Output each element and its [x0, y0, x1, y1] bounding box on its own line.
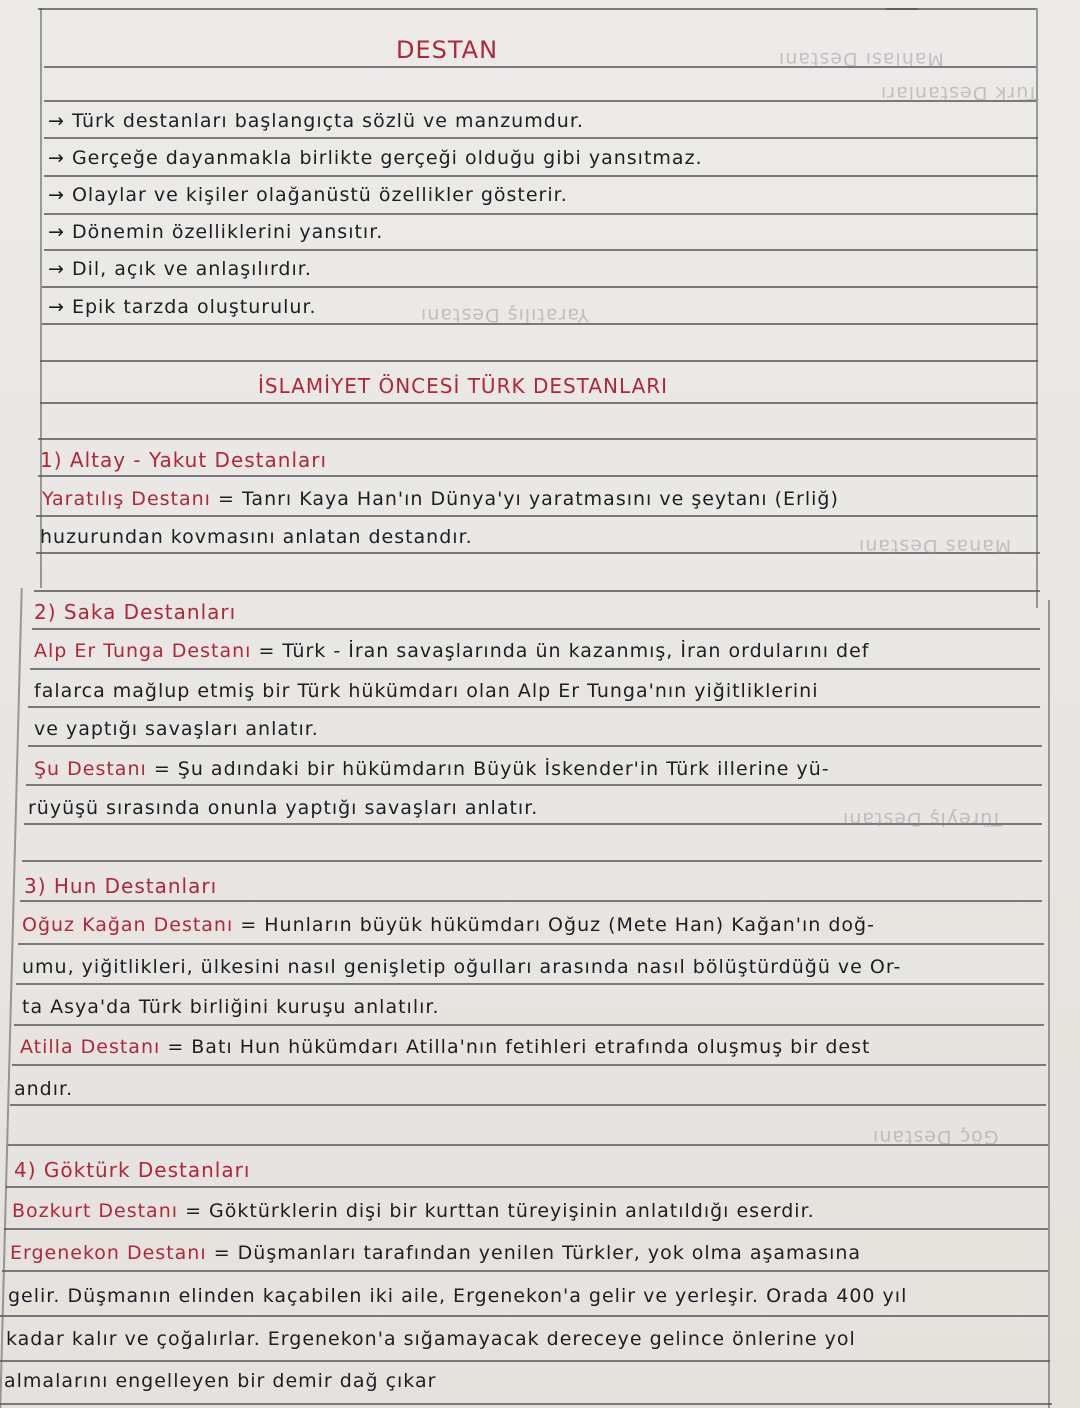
rule-line [4, 1228, 1048, 1230]
text-line [34, 758, 830, 780]
rule-line [10, 1104, 1046, 1106]
rule-line [0, 1360, 1050, 1362]
section-heading: 2) Saka Destanları [34, 600, 237, 624]
term: Ergenekon Destanı [10, 1242, 207, 1264]
term: Yaratılış Destanı [42, 488, 211, 510]
term: Alp Er Tunga Destanı [34, 640, 252, 662]
rule-line [40, 360, 1038, 362]
definition: = Tanrı Kaya Han'ın Dünya'yı yaratmasını ve şeytanı (Erliğ) [218, 488, 839, 510]
rule-line [34, 590, 1040, 592]
ghost-mark: Türk Destanları [880, 82, 1039, 104]
text-line: umu, yiğitlikleri, ülkesini nasıl genişletip oğulları arasında nasıl bölüştürdüğü ve Or- [22, 956, 902, 978]
right-margin-line-lower [1048, 600, 1050, 1408]
top-right-edge-line [886, 8, 1036, 10]
rule-line [38, 475, 1038, 477]
bullet-item: → Epik tarzda oluşturulur. [48, 296, 317, 318]
bullet-item: → Olaylar ve kişiler olağanüstü özellikler gösterir. [48, 184, 568, 206]
ghost-mark: Türeyiş Destanı [842, 808, 1003, 830]
text-line [42, 488, 839, 510]
rule-line [26, 784, 1042, 786]
text-line [34, 640, 870, 662]
bullet-item: → Dil, açık ve anlaşılırdır. [48, 258, 312, 280]
rule-line [14, 1024, 1044, 1026]
rule-line [28, 745, 1042, 747]
text-line [20, 1036, 870, 1058]
rule-line [20, 900, 1042, 902]
ghost-mark: Mahlası Destanı [778, 48, 944, 70]
text-line: ve yaptığı savaşları anlatır. [34, 718, 319, 740]
section-heading: 4) Göktürk Destanları [14, 1158, 251, 1182]
rule-line [28, 706, 1040, 708]
text-line: falarca mağlup etmiş bir Türk hükümdarı olan Alp Er Tunga'nın yiğitliklerini [34, 680, 819, 702]
ghost-mark: Manas Destanı [858, 535, 1012, 557]
section-heading: 3) Hun Destanları [24, 874, 218, 898]
rule-line [18, 943, 1044, 945]
definition: = Şu adındaki bir hükümdarın Büyük İskender'in Türk illerine yü- [153, 758, 830, 780]
definition: = Düşmanları tarafından yenilen Türkler, yok olma aşamasına [213, 1242, 862, 1264]
bullet-item: → Dönemin özelliklerini yansıtır. [48, 221, 384, 243]
ghost-mark: Göç Destanı [872, 1126, 999, 1148]
rule-line [40, 402, 1038, 404]
rule-line [12, 1064, 1046, 1066]
term: Atilla Destanı [20, 1036, 161, 1058]
rule-line [32, 628, 1040, 630]
rule-line [16, 983, 1044, 985]
bullet-item: → Gerçeğe dayanmakla birlikte gerçeği olduğu gibi yansıtmaz. [48, 147, 703, 169]
term: Şu Destanı [34, 758, 147, 780]
rule-line [44, 175, 1038, 177]
text-line [12, 1200, 815, 1222]
rule-line [44, 249, 1038, 251]
text-line: almalarını engelleyen bir demir dağ çıkar [4, 1370, 437, 1392]
rule-line [30, 668, 1040, 670]
term: Oğuz Kağan Destanı [22, 914, 234, 936]
rule-line [6, 1186, 1048, 1188]
rule-line [42, 286, 1038, 288]
text-line [22, 914, 875, 936]
section-title: İSLAMİYET ÖNCESİ TÜRK DESTANLARI [258, 374, 669, 398]
rule-line [0, 1403, 1052, 1405]
term: Bozkurt Destanı [12, 1200, 179, 1222]
definition: = Batı Hun hükümdarı Atilla'nın fetihleri etrafında oluşmuş bir dest [167, 1036, 871, 1058]
top-edge-line [38, 8, 918, 10]
text-line: huzurundan kovmasını anlatan destandır. [40, 526, 473, 548]
section-heading: 1) Altay - Yakut Destanları [40, 448, 328, 472]
definition: = Hunların büyük hükümdarı Oğuz (Mete Han) Kağan'ın doğ- [240, 914, 875, 936]
ghost-mark: Yaratılış Destanı [420, 304, 589, 326]
rule-line [36, 515, 1038, 517]
rule-line [38, 438, 1036, 440]
definition: = Türk - İran savaşlarında ün kazanmış, İran ordularını def [258, 640, 870, 662]
text-line: gelir. Düşmanın elinden kaçabilen iki aile, Ergenekon'a gelir ve yerleşir. Orada 400 yıl [8, 1285, 908, 1307]
text-line: ta Asya'da Türk birliğini kuruşu anlatılır. [22, 996, 440, 1018]
text-line: rüyüşü sırasında onunla yaptığı savaşları anlatır. [28, 797, 539, 819]
definition: = Göktürklerin dişi bir kurttan türeyişinin anlatıldığı eserdir. [185, 1200, 815, 1222]
rule-line [44, 213, 1038, 215]
page-title: DESTAN [396, 36, 499, 64]
text-line [10, 1242, 861, 1264]
rule-line [2, 1270, 1048, 1272]
rule-line [44, 137, 1038, 139]
text-line: andır. [14, 1078, 74, 1100]
rule-line [0, 1315, 1048, 1317]
text-line: kadar kalır ve çoğalırlar. Ergenekon'a sığamayacak dereceye gelince önlerine yol [6, 1328, 856, 1350]
bullet-item: → Türk destanları başlangıçta sözlü ve manzumdur. [48, 110, 584, 132]
rule-line [22, 860, 1042, 862]
